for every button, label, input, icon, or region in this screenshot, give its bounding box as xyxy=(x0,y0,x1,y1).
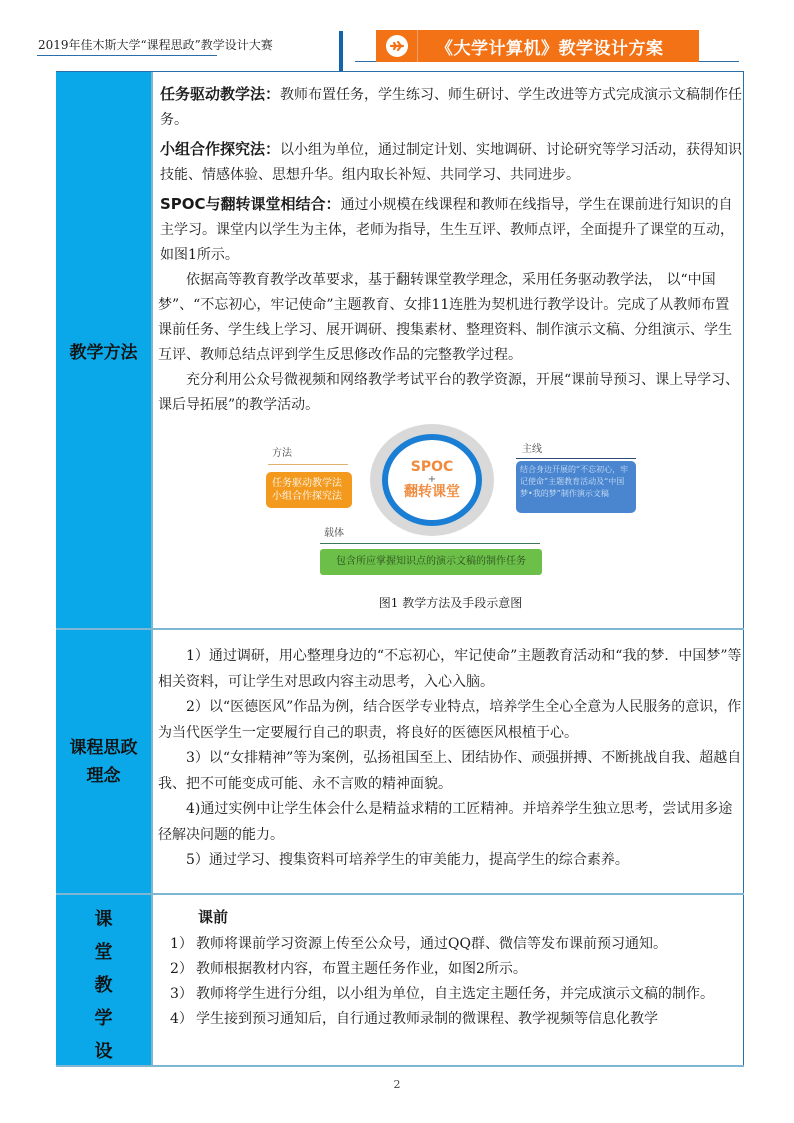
section-content xyxy=(153,895,744,1065)
paragraph-text: 教师布置任务，学生练习、师生研讨、学生改进等方式完成演示文稿制作任务。 xyxy=(160,87,743,128)
paragraph: 依据高等教育教学改革要求，基于翻转课堂教学理念，采用任务驱动教学法， 以“中国梦”、“不忘初心，牢记使命”主题教育、女排11连胜为契机进行教学设计。完成了从教师布置课前任务、学生线上学习、展开调研、搜集素材、整理资料、制作演示文稿、分组演示、学生互评、教师总结点评到学生反思修改作品的完整教学过程。 xyxy=(158,272,732,363)
section-label-char: 设 xyxy=(94,1041,113,1062)
list-text: 教师根据教材内容，布置主题任务作业，如图2所示。 xyxy=(196,961,527,977)
list-number: 3） xyxy=(170,986,193,1002)
spoc-center xyxy=(388,440,476,520)
section-ideological-philosophy xyxy=(56,630,744,895)
section-label-line: 理念 xyxy=(86,765,121,786)
list-text: 学生接到预习通知后，自行通过教师录制的微课程、教学视频等信息化教学 xyxy=(196,1011,658,1027)
page-number: 2 xyxy=(393,1078,401,1091)
header-divider-bar xyxy=(339,31,343,71)
banner-separator xyxy=(417,30,418,62)
airplane-icon xyxy=(386,35,408,57)
figure-caption: 图1 教学方法及手段示意图 xyxy=(378,596,523,610)
list-number: 2） xyxy=(170,961,193,977)
header-rule-left xyxy=(37,55,217,56)
document-title: 《大学计算机》教学设计方案 xyxy=(436,38,664,59)
section-content xyxy=(153,630,744,893)
method-rule xyxy=(268,464,348,465)
section-label-char: 课 xyxy=(94,909,113,930)
plus-sign: + xyxy=(427,473,437,485)
header-contest-title: 2019年佳木斯大学“课程思政”教学设计大赛 xyxy=(38,38,273,52)
paragraph-lead: 小组合作探究法： xyxy=(160,140,281,158)
list-item xyxy=(158,982,743,1007)
header-banner xyxy=(376,30,699,62)
paragraph xyxy=(158,192,743,268)
section-teaching-methods xyxy=(56,71,744,630)
mainline-rule xyxy=(516,458,636,459)
section-label xyxy=(56,895,153,1065)
section-label-char: 教 xyxy=(94,975,113,996)
carrier-box: 包含所应掌握知识点的演示文稿的制作任务 xyxy=(320,549,542,575)
method-box xyxy=(266,472,352,508)
list-text: 教师将学生进行分组，以小组为单位，自主选定主题任务，并完成演示文稿的制作。 xyxy=(196,986,714,1002)
section-label-char: 学 xyxy=(94,1008,113,1029)
paragraph-text: 通过小规模在线课程和教师在线指导，学生在课前进行知识的自主学习。课堂内以学生为主体，老师为指导，生生互评、教师点评，全面提升了课堂的互动，如图1所示。 xyxy=(160,197,734,263)
paragraph-lead: SPOC与翻转课堂相结合： xyxy=(160,195,341,213)
lesson-plan-table xyxy=(56,71,744,1067)
mainline-box: 结合身边开展的“不忘初心，牢记使命”主题教育活动及“中国梦•我的梦”制作演示文稿 xyxy=(516,461,636,513)
paragraph: 4)通过实例中让学生体会什么是精益求精的工匠精神。并培养学生独立思考，尝试用多途径解决问题的能力。 xyxy=(158,801,733,843)
paragraph-lead: 任务驱动教学法： xyxy=(160,85,281,103)
list-item xyxy=(158,957,743,982)
section-classroom-design xyxy=(56,895,744,1067)
list-item xyxy=(158,1007,743,1032)
method-item: 任务驱动教学法 xyxy=(272,478,342,489)
mainline-label: 主线 xyxy=(522,444,542,455)
header-rule-tail xyxy=(699,61,739,62)
section-label-line: 课程思政 xyxy=(69,737,138,758)
section-label xyxy=(56,630,153,893)
paragraph xyxy=(158,137,743,188)
carrier-label: 载体 xyxy=(324,528,344,539)
subheading: 课前 xyxy=(198,908,229,926)
method-item: 小组合作探究法 xyxy=(272,491,342,502)
paragraph: 充分利用公众号微视频和网络教学考试平台的教学资源，开展“课前导预习、课上导学习、课后导拓展”的教学活动。 xyxy=(158,372,740,413)
flipped-classroom-text: 翻转课堂 xyxy=(404,483,460,500)
spoc-text: SPOC xyxy=(410,458,454,475)
method-label: 方法 xyxy=(272,448,292,459)
figure-teaching-method-diagram xyxy=(250,424,629,589)
paragraph xyxy=(158,82,743,133)
spoc-ring xyxy=(370,424,494,536)
list-text: 教师将课前学习资源上传至公众号，通过QQ群、微信等发布课前预习通知。 xyxy=(196,936,667,952)
section-label-char: 堂 xyxy=(94,942,113,963)
paragraph-text: 以小组为单位，通过制定计划、实地调研、讨论研究等学习活动，获得知识技能、情感体验、思想升华。组内取长补短、共同学习、共同进步。 xyxy=(160,142,743,183)
list-number: 4） xyxy=(170,1011,193,1027)
paragraph: 5）通过学习、搜集资料可培养学生的审美能力，提高学生的综合素养。 xyxy=(186,852,629,868)
list-number: 1） xyxy=(170,936,193,952)
section-content xyxy=(153,72,744,628)
paragraph: 3）以“女排精神”等为案例，弘扬祖国至上、团结协作、顽强拼搏、不断挑战自我、超越自我、把不可能变成可能、永不言败的精神面貌。 xyxy=(158,750,742,792)
spoc-inner-ring xyxy=(382,434,482,526)
carrier-rule xyxy=(320,543,540,544)
paragraph: 2）以“医德医风”作品为例，结合医学专业特点，培养学生全心全意为人民服务的意识，作为当代医学生一定要履行自己的职责，将良好的医德医风根植于心。 xyxy=(158,699,742,741)
paragraph: 1）通过调研，用心整理身边的“不忘初心，牢记使命”主题教育活动和“我的梦．中国梦”等相关资料，可让学生对思政内容主动思考，入心入脑。 xyxy=(158,648,742,690)
section-label: 教学方法 xyxy=(56,72,153,628)
list-item xyxy=(158,932,743,957)
